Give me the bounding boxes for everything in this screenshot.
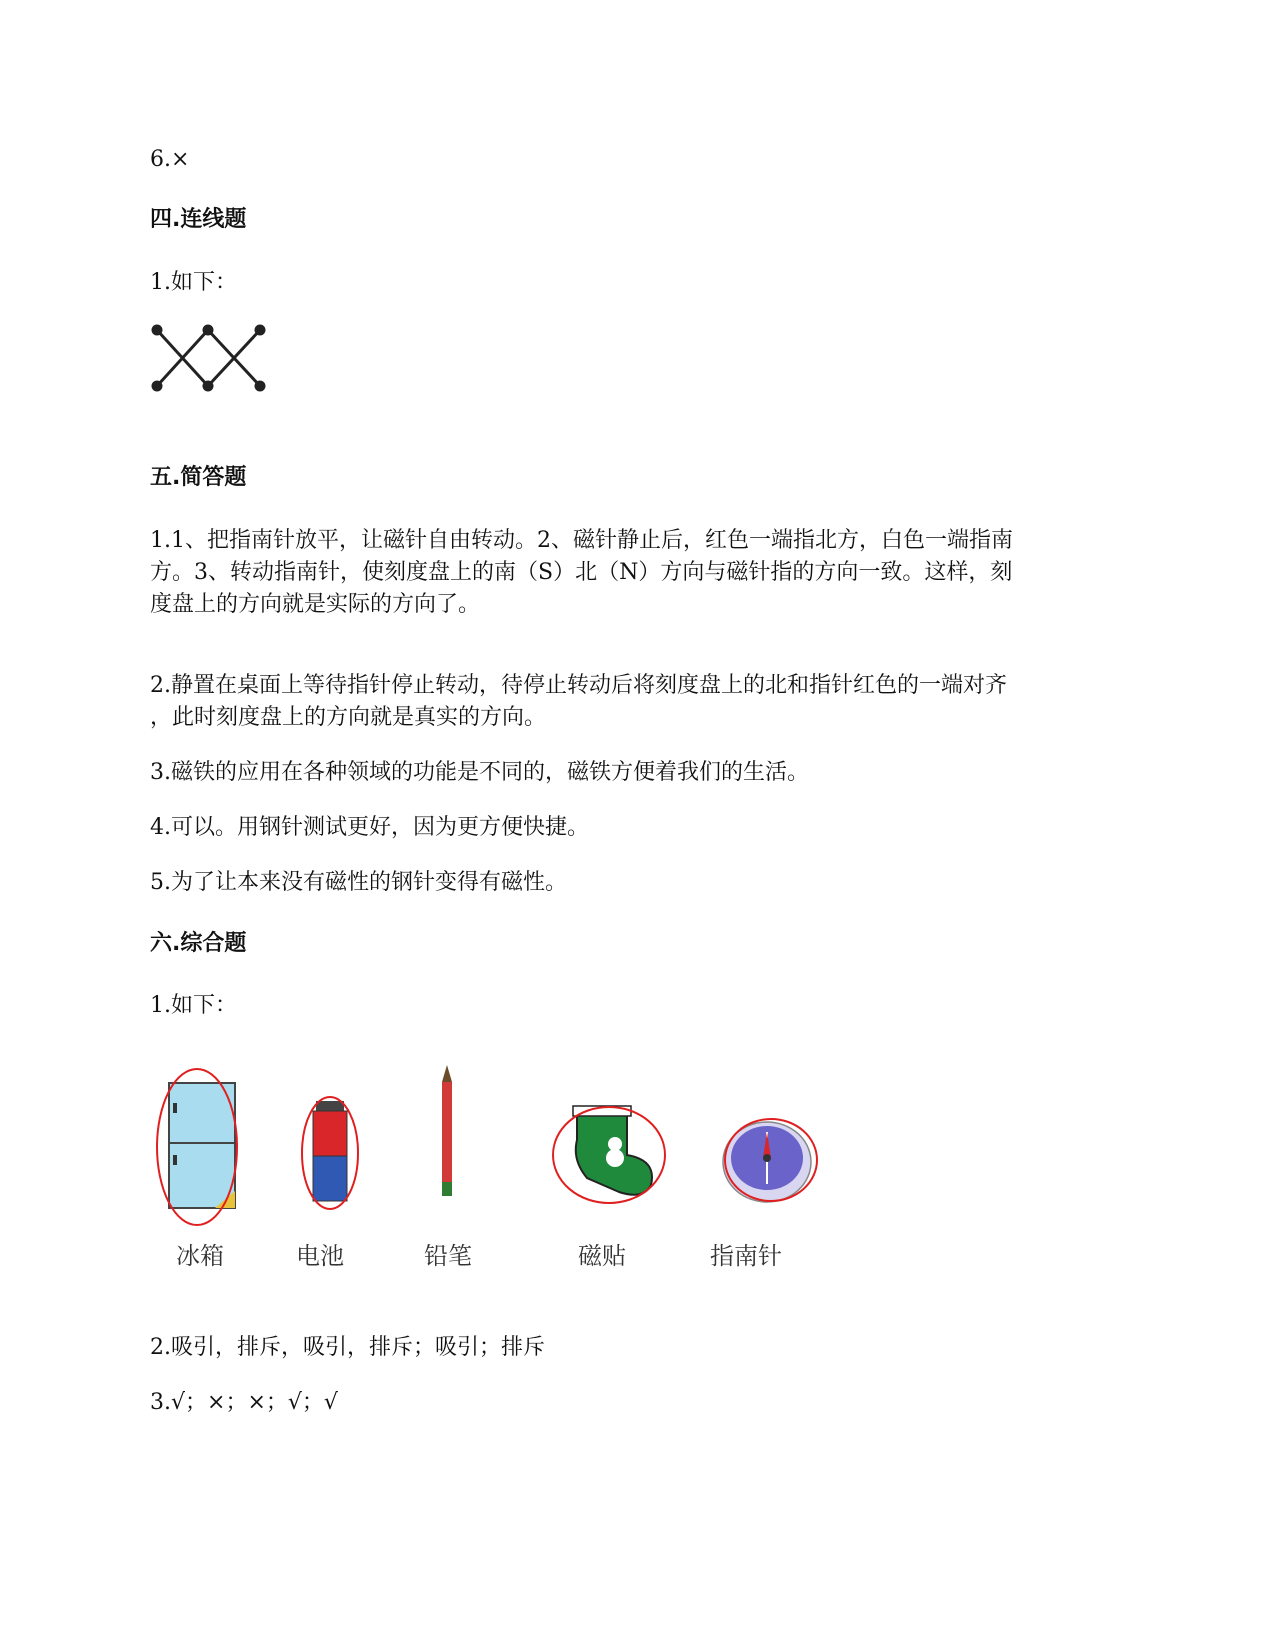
item-label-compass: 指南针 [710, 1242, 782, 1270]
section6-q3: 3.√；×；×；√；√ [150, 1390, 338, 1415]
section6-q2: 2.吸引，排斥，吸引，排斥；吸引；排斥 [150, 1335, 545, 1360]
section5-q1-line3: 度盘上的方向就是实际的方向了。 [150, 592, 481, 617]
section5-heading: 五.简答题 [150, 465, 247, 490]
section5-q3: 3.磁铁的应用在各种领域的功能是不同的，磁铁方便着我们的生活。 [150, 760, 809, 785]
fridge-illustration [155, 1063, 255, 1233]
item-label-magnet-sticker: 磁贴 [578, 1242, 626, 1270]
section4-q1: 1.如下： [150, 270, 237, 295]
section5-q5: 5.为了让本来没有磁性的钢针变得有磁性。 [150, 870, 567, 895]
section6-q1: 1.如下： [150, 993, 237, 1018]
stocking-illustration [547, 1100, 677, 1210]
matching-lines-figure [150, 323, 270, 393]
item-label-battery: 电池 [296, 1242, 344, 1270]
section5-q1-line2: 方。3、转动指南针，使刻度盘上的南（S）北（N）方向与磁针指的方向一致。这样，刻 [150, 560, 1013, 585]
q6-answer: 6.× [150, 147, 190, 172]
pencil-illustration [432, 1062, 462, 1202]
section5-q2-line1: 2.静置在桌面上等待指针停止转动，待停止转动后将刻度盘上的北和指针红色的一端对齐 [150, 673, 1007, 698]
battery-illustration [295, 1093, 365, 1213]
item-label-pencil: 铅笔 [424, 1242, 472, 1270]
section4-heading: 四.连线题 [150, 207, 247, 232]
section5-q1-line1: 1.1、把指南针放平，让磁针自由转动。2、磁针静止后，红色一端指北方，白色一端指南 [150, 528, 1013, 553]
section5-q4: 4.可以。用钢针测试更好，因为更方便快捷。 [150, 815, 589, 840]
compass-illustration [715, 1110, 825, 1210]
item-label-fridge: 冰箱 [176, 1242, 224, 1270]
section6-heading: 六.综合题 [150, 931, 247, 956]
section5-q2-line2: ，此时刻度盘上的方向就是真实的方向。 [150, 705, 547, 730]
